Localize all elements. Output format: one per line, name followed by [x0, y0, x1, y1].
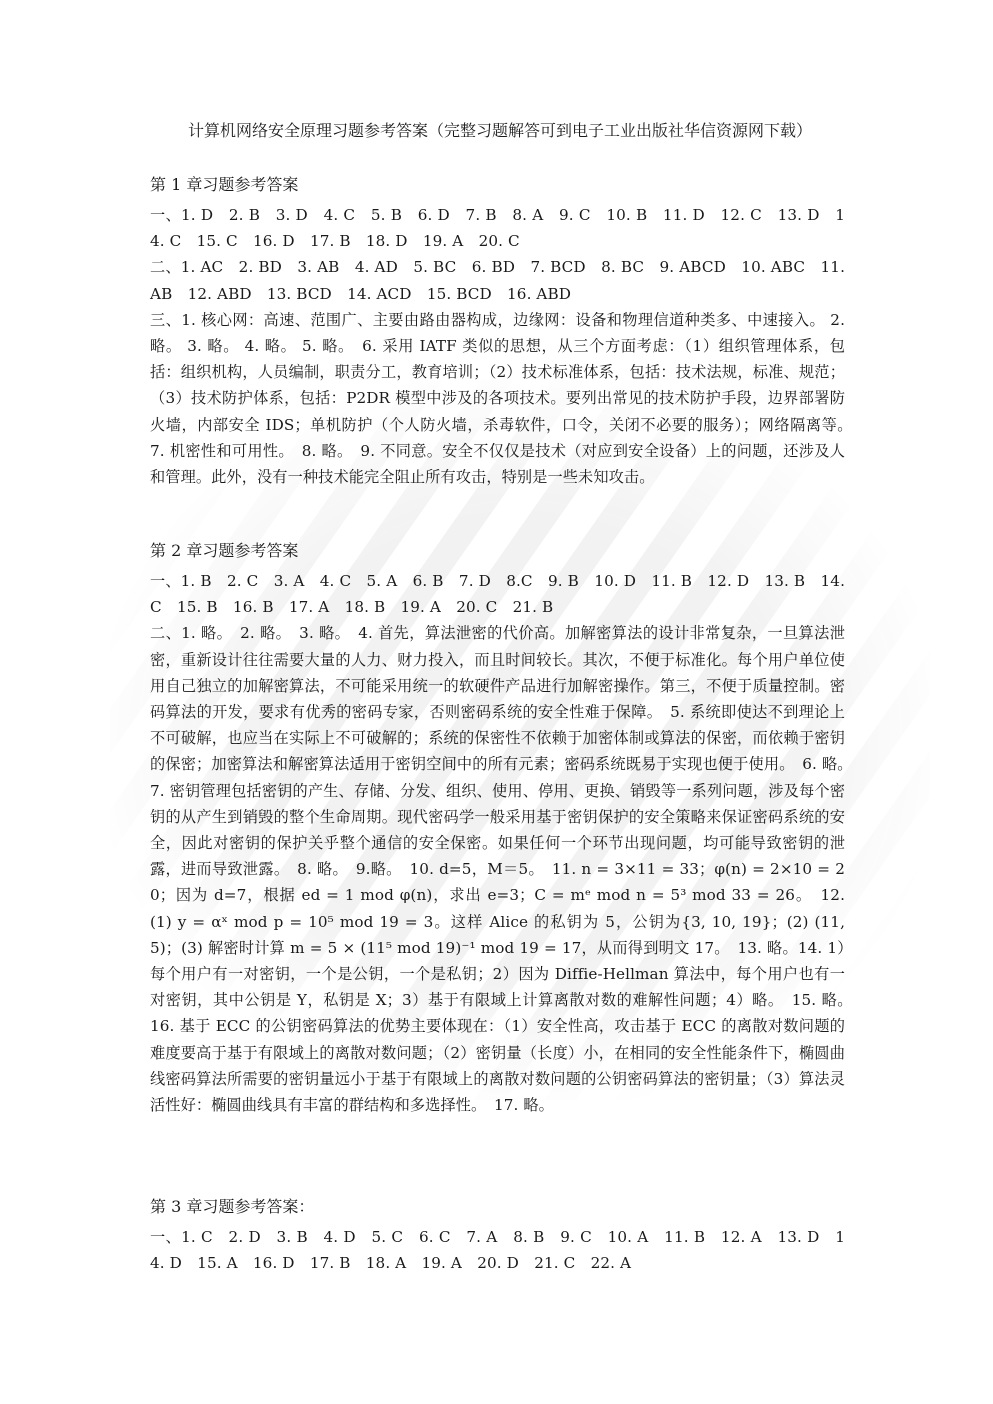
chapter-1-part-2-answers: 二、1. AC 2. BD 3. AB 4. AD 5. BC 6. BD 7. BCD 8. BC 9. ABCD 10. ABC 11. AB 12. ABD 13. BCD 14. ACD 15. BCD 16. ABD — [150, 258, 850, 303]
chapter-1-section — [150, 174, 861, 490]
chapter-1-part-3-answers: 三、1. 核心网：高速、范围广、主要由路由器构成，边缘网：设备和物理信道种类多、中速接入。 2. 略。 3. 略。 4. 略。 5. 略。 6. 采用 IATF 类似的思想，从三个方面考虑：（1）组织管理体系，包括：组织机构，人员编制，职责分工，教育培训；（2）技术标准体系，包括：技术法规，标准、规范；（3）技术防护体系，包括：P2DR 模型中涉及的各项技术。要列出常见的技术防护手段，边界部署防火墙，内部安全 IDS；单机防护（个人防火墙，杀毒软件，口令，关闭不必要的服务）；网络隔离等。 7. 机密性和可用性。 8. 略。 9. 不同意。安全不仅仅是技术（对应到安全设备）上的问题，还涉及人和管理。此外，没有一种技术能完全阻止所有攻击，特别是一些未知攻击。 — [150, 310, 861, 487]
chapter-3-part-1-answers: 一、1. C 2. D 3. B 4. D 5. C 6. C 7. A 8. B 9. C 10. A 11. B 12. A 13. D 14. D 15. A 16. D 17. B 18. A 19. A 20. D 21. C 22. A — [150, 1228, 845, 1273]
chapter-2-part-1-answers: 一、1. B 2. C 3. A 4. C 5. A 6. B 7. D 8.C 9. B 10. D 11. B 12. D 13. B 14. C 15. B 16. B 17. A 18. B 19. A 20. C 21. B — [150, 572, 850, 617]
chapter-1-heading: 第 1 章习题参考答案 — [150, 175, 299, 194]
chapter-2-section — [150, 540, 861, 1118]
chapter-1-part-1-answers: 一、1. D 2. B 3. D 4. C 5. B 6. D 7. B 8. A 9. C 10. B 11. D 12. C 13. D 14. C 15. C 16. D 17. B 18. D 19. A 20. C — [150, 206, 845, 251]
chapter-3-section — [150, 1196, 845, 1276]
chapter-3-heading: 第 3 章习题参考答案： — [150, 1197, 315, 1216]
document-title: 计算机网络安全原理习题参考答案（完整习题解答可到电子工业出版社华信资源网下载） — [187, 121, 812, 140]
chapter-2-heading: 第 2 章习题参考答案 — [150, 541, 299, 560]
chapter-2-part-2-answers: 二、1. 略。 2. 略。 3. 略。 4. 首先，算法泄密的代价高。加解密算法的设计非常复杂，一旦算法泄密，重新设计往往需要大量的人力、财力投入，而且时间较长。其次，不便于标准化。每个用户单位使用自己独立的加解密算法，不可能采用统一的软硬件产品进行加解密操作。第三，不便于质量控制。密码算法的开发，要求有优秀的密码专家，否则密码系统的安全性难于保障。 5. 系统即使达不到理论上不可破解，也应当在实际上不可破解的；系统的保密性不依赖于加密体制或算法的保密，而依赖于密钥的保密；加密算法和解密算法适用于密钥空间中的所有元素；密码系统既易于实现也便于使用。 6. 略。 7. 密钥管理包括密钥的产生、存储、分发、组织、使用、停用、更换、销毁等一系列问题，涉及每个密钥的从产生到销毁的整个生命周期。现代密码学一般采用基于密钥保护的安全策略来保证密码系统的安全，因此对密钥的保护关乎整个通信的安全保密。如果任何一个环节出现问题，均可能导致密钥的泄露，进而导致泄露。 8. 略。 9.略。 10. d=5，M＝5。 11. n = 3×11 = 33；φ(n) = 2×10 = 20；因为 d=7，根据 ed = 1 mod φ(n)，求出 e=3；C = mᵉ mod n = 5³ mod 33 = 26。 12. (1) y = αˣ mod p = 10⁵ mod 19 = 3。这样 Alice 的私钥为 5，公钥为{3, 10, 19}；(2) (11, 5)；(3) 解密时计算 m = 5 × (11⁵ mod 19)⁻¹ mod 19 = 17，从而得到明文 17。 13. 略。14. 1）每个用户有一对密钥，一个是公钥，一个是私钥；2）因为 Diffie-Hellman 算法中，每个用户也有一对密钥，其中公钥是 Y，私钥是 X；3）基于有限域上计算离散对数的难解性问题；4）略。 15. 略。 16. 基于 ECC 的公钥密码算法的优势主要体现在：（1）安全性高，攻击基于 ECC 的离散对数问题的难度要高于基于有限域上的离散对数问题；（2）密钥量（长度）小，在相同的安全性能条件下，椭圆曲线密码算法所需要的密钥量远小于基于有限域上的离散对数问题的公钥密码算法的密钥量；（3）算法灵活性好：椭圆曲线具有丰富的群结构和多选择性。 17. 略。 — [150, 624, 861, 1115]
